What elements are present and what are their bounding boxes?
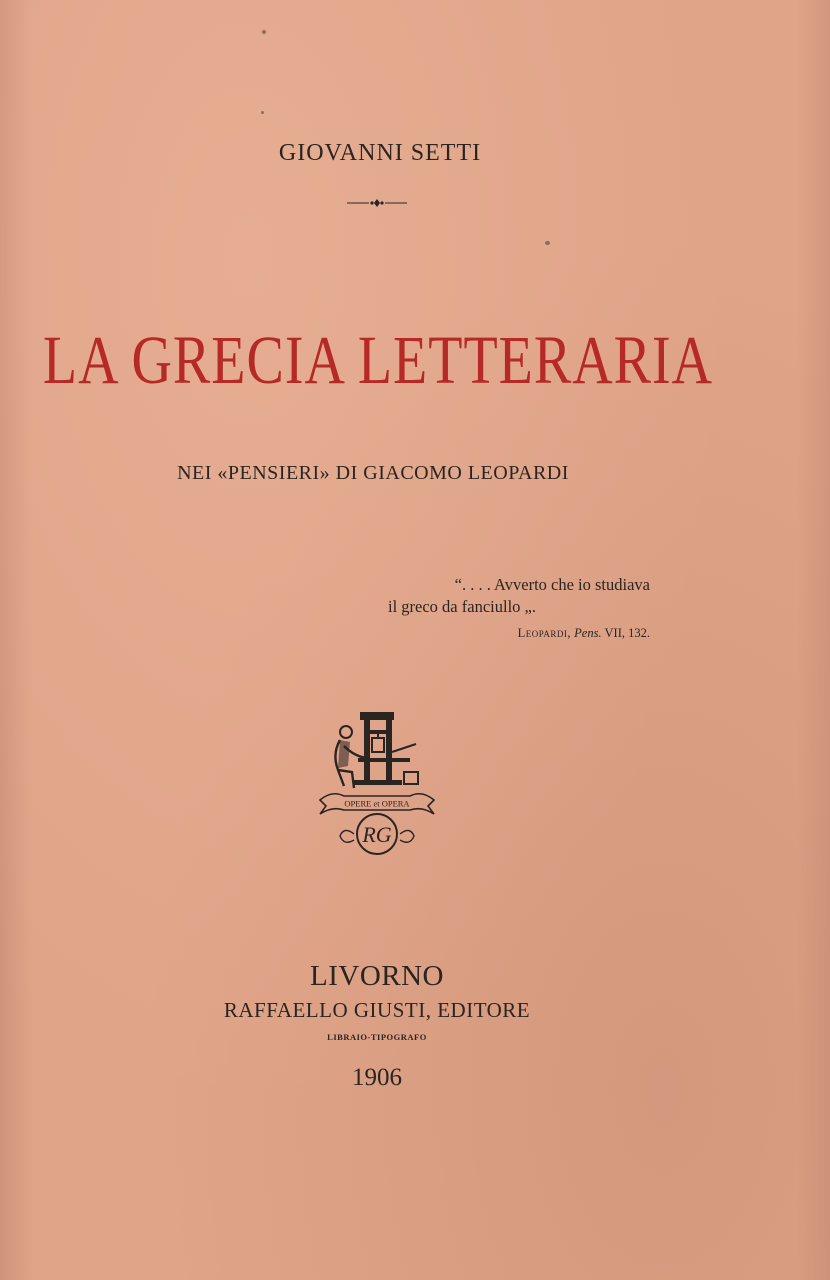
printer-device-emblem (314, 706, 440, 858)
emblem-motto: OPERE et OPERA (344, 798, 410, 809)
imprint-year: 1906 (352, 1064, 402, 1091)
epigraph-source (388, 622, 650, 644)
epigraph-line-1: “. . . . Avverto che io studiava (454, 575, 650, 594)
epigraph-line-2: il greco da fanciullo „. (388, 597, 536, 616)
imprint-city: LIVORNO (310, 960, 444, 992)
book-subtitle: NEI «PENSIERI» DI GIACOMO LEOPARDI (177, 462, 569, 484)
paper-speck (545, 241, 550, 245)
paper-speck (261, 111, 264, 114)
epigraph-source-ref: VII, 132. (604, 626, 650, 640)
imprint-publisher: RAFFAELLO GIUSTI, EDITORE (223, 998, 531, 1022)
epigraph-source-work: Pens. (574, 626, 602, 640)
emblem-monogram: RG (362, 822, 392, 847)
epigraph-source-author: Leopardi, (517, 626, 572, 640)
author-name: GIOVANNI SETTI (278, 140, 482, 166)
epigraph (388, 574, 650, 644)
paper-speck (262, 30, 266, 34)
divider-ornament (345, 196, 409, 210)
book-title: LA GRECIA LETTERARIA (42, 323, 714, 399)
imprint-trade: LIBRAIO-TIPOGRAFO (327, 1032, 427, 1042)
